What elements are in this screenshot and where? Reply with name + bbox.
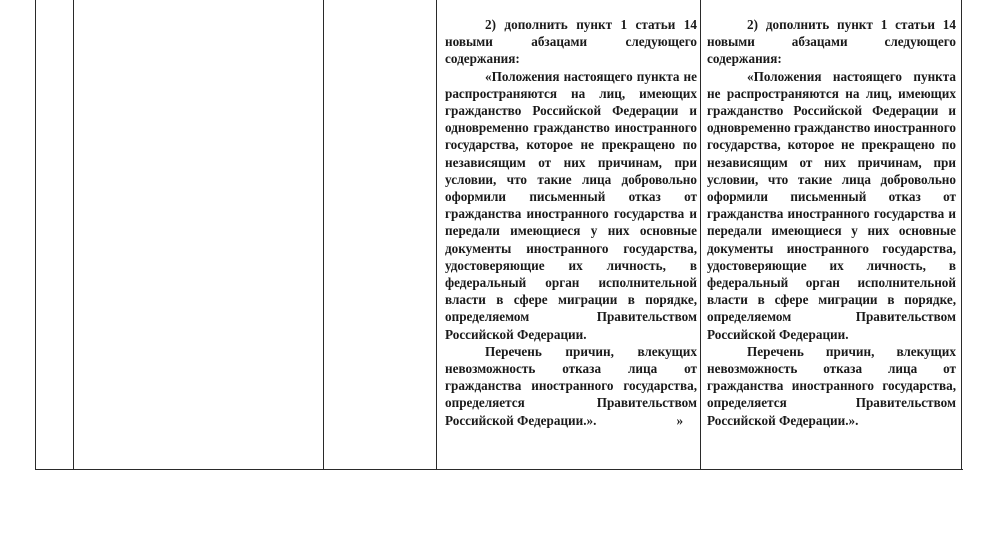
amendment-paragraph-1: «Положения настоящего пункта не распространяются на лиц, имеющих гражданство Российской Федерации и одновременно гражданство иностранного государства, которое не прекращено по независящим от них причинам, при условии, что такие лица добровольно оформили письменный отказ от гражданства иностранного государства и передали имеющиеся у них основные документы иностранного государства, удостоверяющие их личность, в федеральный орган исполнительной власти в сфере миграции в порядке, определяемом Правительством Российской Федерации. [707, 68, 956, 342]
document-table [35, 0, 963, 470]
amendment-paragraph-2 [445, 343, 697, 429]
column-divider-3 [436, 0, 437, 470]
table-left-border [35, 0, 36, 470]
amendment-paragraph-2-text: Перечень причин, влекущих невозможность отказа лица от гражданства иностранного государства, определяется Правительством Российской Федерации.». [445, 343, 697, 428]
closing-quote-mark: » [676, 412, 684, 428]
amendment-paragraph-1: «Положения настоящего пункта не распространяются на лиц, имеющих гражданство Российской Федерации и одновременно гражданство иностранного государства, которое не прекращено по независящим от них причинам, при условии, что такие лица добровольно оформили письменный отказ от гражданства иностранного государства и передали имеющиеся у них основные документы иностранного государства, удостоверяющие их личность, в федеральный орган исполнительной власти в сфере миграции в порядке, определяемом Правительством Российской Федерации. [445, 68, 697, 342]
table-cell-proposed-text [707, 16, 956, 429]
amendment-intro: 2) дополнить пункт 1 статьи 14 новыми абзацами следующего содержания: [707, 17, 956, 67]
table-right-border [961, 0, 962, 470]
column-divider-2 [323, 0, 324, 470]
table-cell-current-text [445, 16, 697, 429]
column-divider-1 [73, 0, 74, 470]
amendment-paragraph-2: Перечень причин, влекущих невозможность отказа лица от гражданства иностранного государства, определяется Правительством Российской Федерации.». [707, 343, 956, 428]
table-bottom-border [35, 469, 963, 470]
amendment-intro: 2) дополнить пункт 1 статьи 14 новыми абзацами следующего содержания: [445, 17, 697, 67]
column-divider-4 [700, 0, 701, 470]
